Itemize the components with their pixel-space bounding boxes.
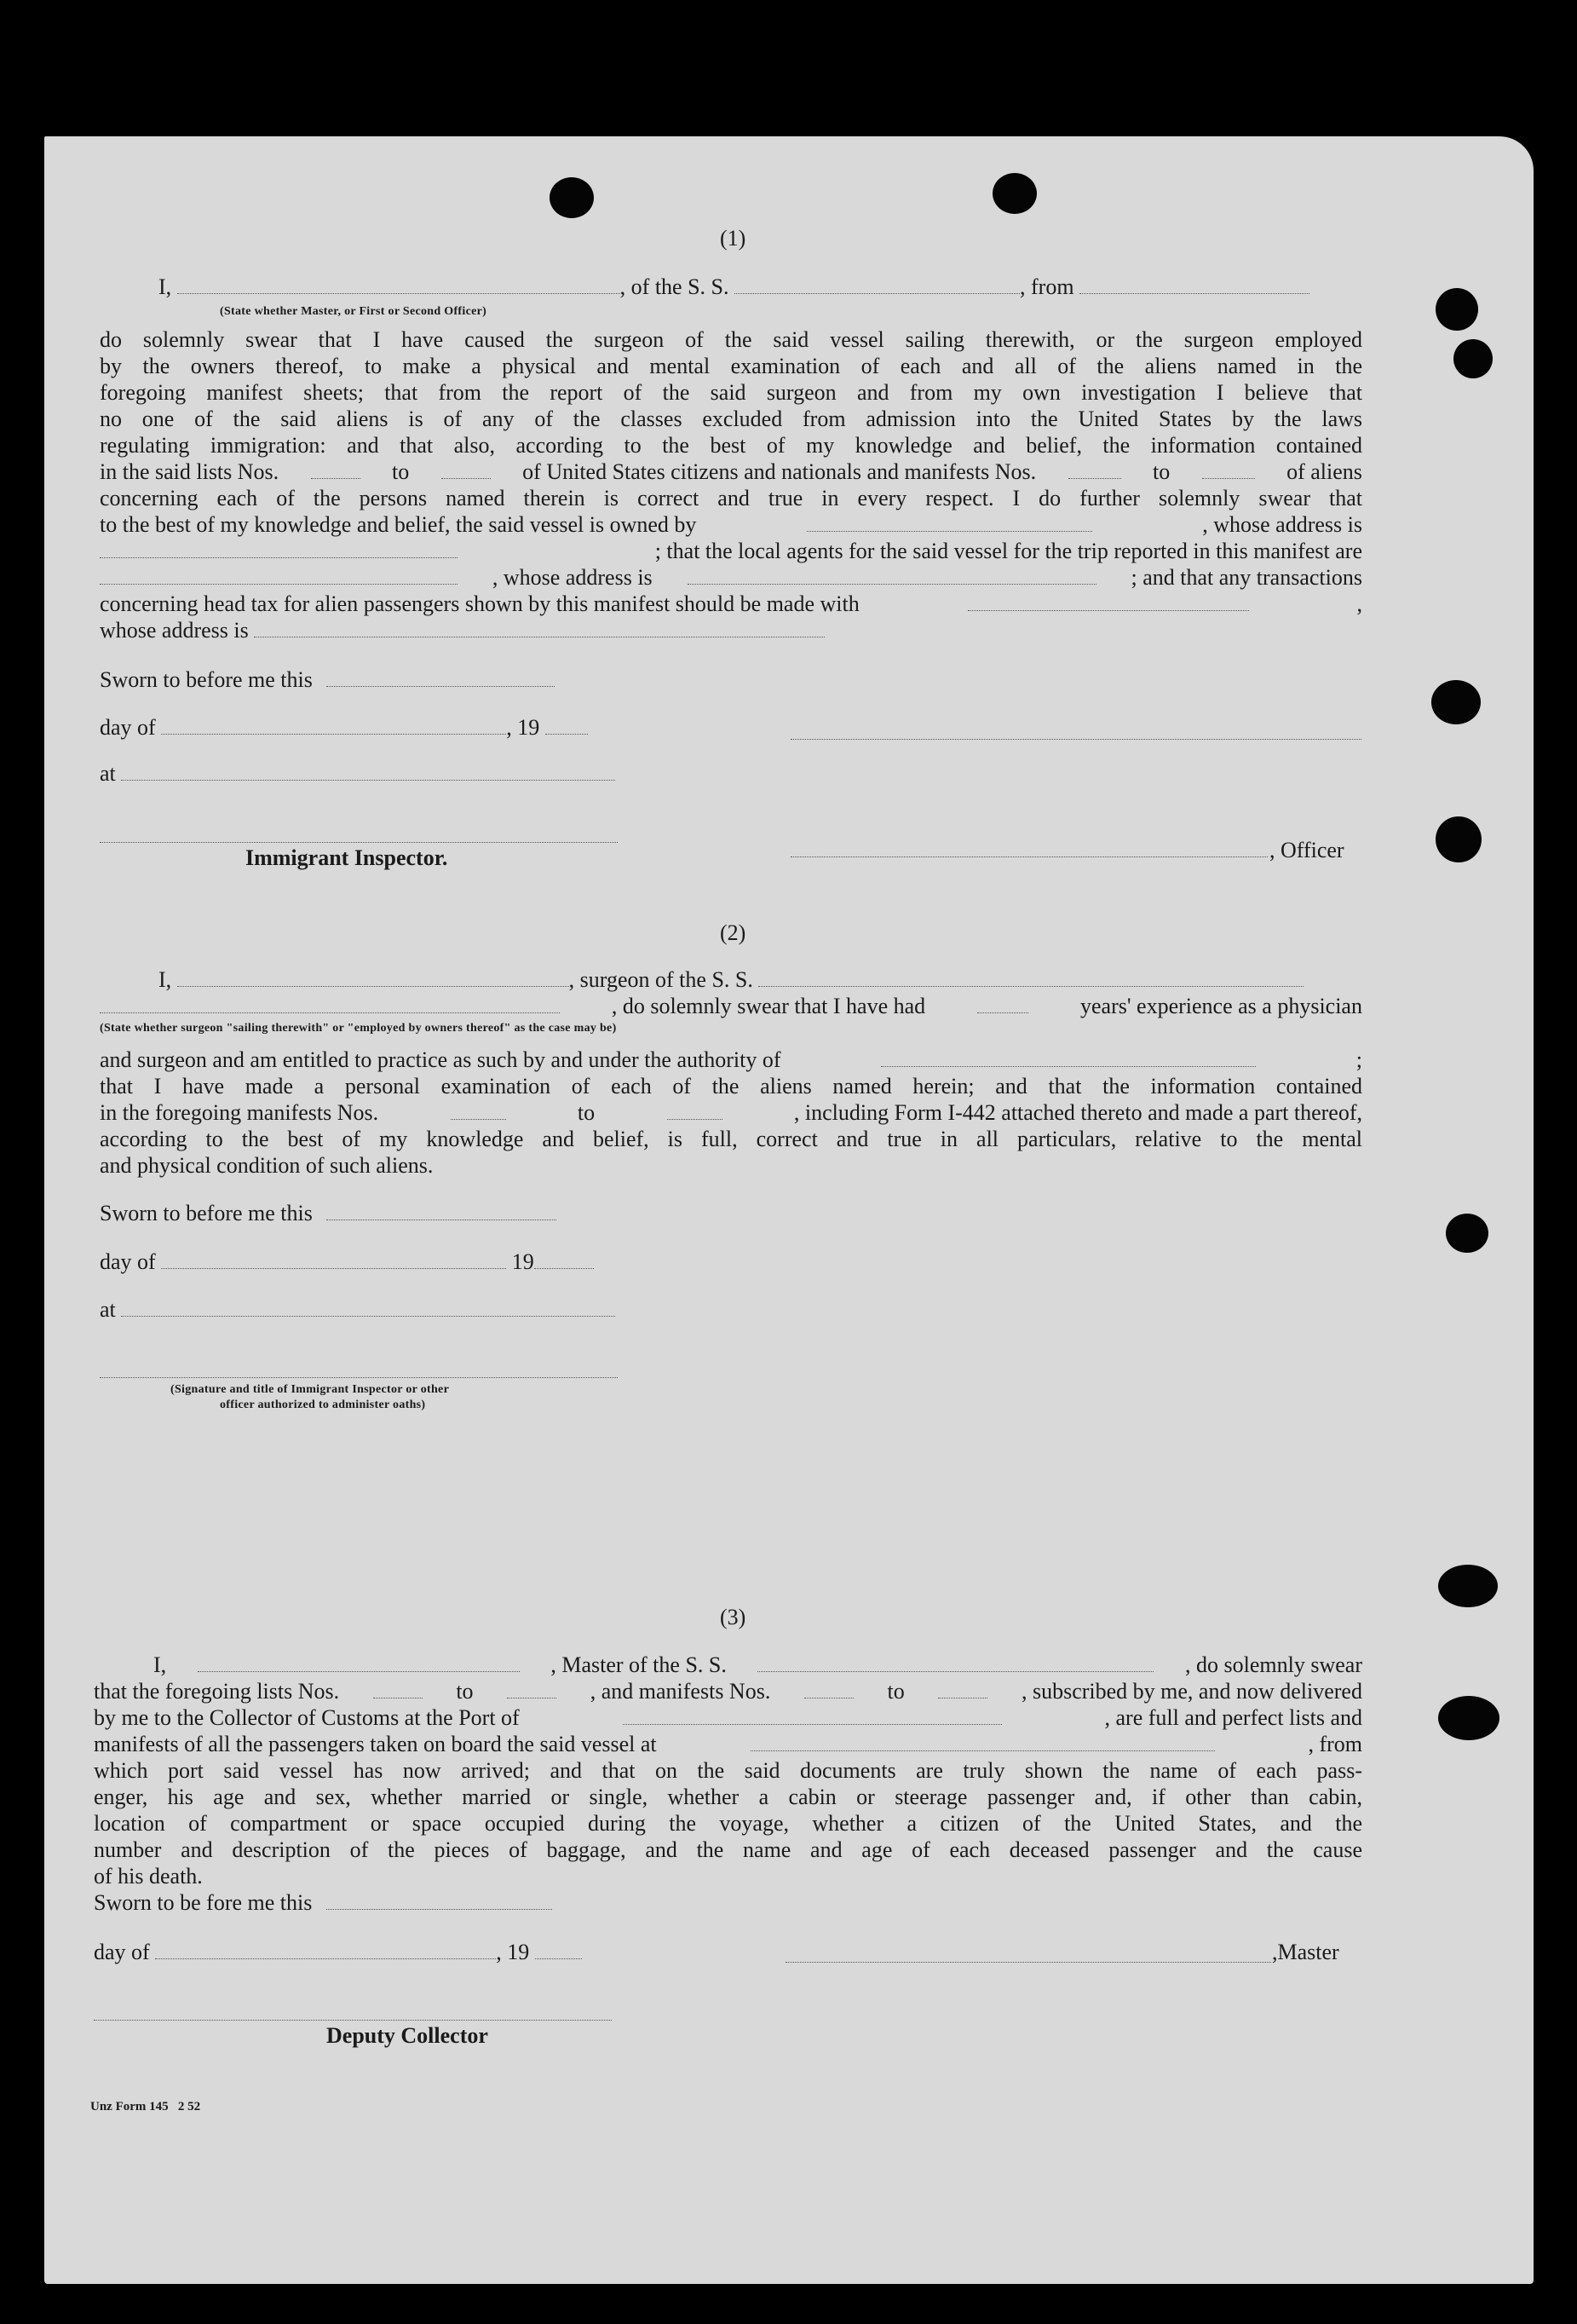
text: at <box>100 761 116 786</box>
sworn-day-field <box>326 1890 552 1910</box>
lists-to-field <box>507 1679 556 1698</box>
master-name-field <box>198 1652 520 1672</box>
years-field <box>977 994 1028 1013</box>
manifests-line <box>100 1100 1362 1126</box>
agents-field <box>100 565 458 585</box>
text: 19 <box>511 1249 534 1274</box>
section-number: (3) <box>720 1605 746 1629</box>
master-line <box>153 1652 1362 1678</box>
sworn-line <box>100 1201 556 1226</box>
punch-hole <box>1438 1565 1498 1607</box>
text: I, <box>158 967 172 992</box>
text: to <box>887 1679 905 1704</box>
sworn-line <box>94 1890 552 1916</box>
embark-port-field <box>751 1732 1215 1751</box>
text: , from <box>1020 274 1074 299</box>
at-line <box>100 761 615 787</box>
text: to <box>392 459 410 484</box>
port-field <box>623 1705 1002 1725</box>
manifests-to-field <box>667 1100 722 1120</box>
officer-label: , Officer <box>1269 838 1344 862</box>
master-label: ,Master <box>1272 1940 1339 1964</box>
text: Sworn to be fore me this <box>94 1890 313 1915</box>
body-line: location of compartment or space occupied during the voyage, whether a citizen of the United States, and the <box>94 1811 1362 1836</box>
inspector-label: Immigrant Inspector. <box>245 845 448 870</box>
month-field <box>161 715 506 735</box>
body-line: regulating immigration: and that also, according to the best of my knowledge and belief, the information contained <box>100 433 1362 458</box>
text: of aliens <box>1286 459 1362 484</box>
year-field <box>535 1940 582 1959</box>
lists-line <box>100 459 1362 485</box>
text: and surgeon and am entitled to practice as such by and under the authority of <box>100 1047 781 1072</box>
port-line <box>94 1705 1362 1731</box>
punch-hole <box>1436 816 1482 862</box>
text: years' experience as a physician <box>1080 994 1362 1018</box>
text: ; <box>1355 1047 1362 1072</box>
body-line: by the owners thereof, to make a physical and mental examination of each and all of the aliens named in the <box>100 354 1362 378</box>
owner-address-field <box>100 539 458 558</box>
text: ; that the local agents for the said vessel for the trip reported in this manifest are <box>654 539 1362 563</box>
surgeon-name-field <box>177 967 569 987</box>
deputy-signature-field <box>94 2020 612 2021</box>
at-line <box>100 1297 615 1323</box>
signature-caption: (Signature and title of Immigrant Inspector or other <box>170 1383 450 1396</box>
text: day of <box>100 1249 156 1274</box>
punch-hole <box>1438 1696 1499 1740</box>
officer-signature-field <box>791 739 1361 740</box>
deputy-label: Deputy Collector <box>326 2023 488 2048</box>
text: I, <box>153 1652 167 1677</box>
head-tax-field <box>968 591 1249 611</box>
body-line: which port said vessel has now arrived; and that on the said documents are truly shown the name of each pass- <box>94 1758 1362 1783</box>
manifests-to-field <box>1202 459 1255 479</box>
punch-hole <box>1446 1214 1488 1253</box>
master-vessel-field <box>757 1652 1154 1672</box>
lists-from-field <box>311 459 360 479</box>
head-tax-address-field <box>254 618 825 637</box>
year-field <box>534 1249 594 1269</box>
punch-hole <box>1436 288 1478 331</box>
day-of-line <box>94 1940 582 1965</box>
text: to <box>456 1679 474 1704</box>
body-line: according to the best of my knowledge and belief, is full, correct and true in all particulars, relative to the mental <box>100 1127 1362 1151</box>
lists-line <box>94 1679 1362 1704</box>
section-number: (2) <box>720 920 746 945</box>
text: day of <box>94 1940 150 1964</box>
port-from-field <box>1079 274 1309 294</box>
text: , are full and perfect lists and <box>1104 1705 1362 1730</box>
body-line: do solemnly swear that I have caused the surgeon of the said vessel sailing therewith, or the surgeon employed <box>100 327 1362 352</box>
punch-hole <box>1453 339 1493 378</box>
month-field <box>161 1249 506 1269</box>
text: , surgeon of the S. S. <box>568 967 753 992</box>
body-line: foregoing manifest sheets; that from the report of the said surgeon and from my own investigation I believe that <box>100 380 1362 405</box>
body-line: no one of the said aliens is of any of the classes excluded from admission into the United States by the laws <box>100 407 1362 431</box>
text: , 19 <box>506 715 540 740</box>
inspector-signature-field <box>100 842 618 843</box>
text: by me to the Collector of Customs at the Port of <box>94 1705 520 1730</box>
manifests-to-field <box>938 1679 987 1698</box>
section-number: (1) <box>720 226 746 251</box>
text: , Master of the S. S. <box>550 1652 727 1677</box>
agents-line <box>100 539 1362 564</box>
body-line: that I have made a personal examination of each of the aliens named herein; and that the information contained <box>100 1074 1362 1099</box>
text: , of the S. S. <box>619 274 729 299</box>
text: to <box>577 1100 596 1125</box>
manifests-from-field <box>451 1100 506 1120</box>
vessel-name-field <box>734 274 1020 294</box>
agents-address-field <box>688 565 1096 585</box>
text: , and manifests Nos. <box>590 1679 771 1704</box>
owner-field <box>807 512 1092 532</box>
text: , whose address is <box>1202 512 1362 537</box>
authority-field <box>881 1047 1256 1067</box>
text: , including Form I-442 attached thereto and made a part thereof, <box>793 1100 1362 1125</box>
board-line <box>94 1732 1362 1757</box>
agents-address-line <box>100 565 1362 591</box>
officer-name-field <box>177 274 620 294</box>
text: I, <box>158 274 172 299</box>
sworn-day-field <box>326 1201 556 1220</box>
text: Sworn to before me this <box>100 1201 313 1225</box>
year-field <box>545 715 588 735</box>
inspector-signature-field <box>100 1377 618 1378</box>
text: manifests of all the passengers taken on board the said vessel at <box>94 1732 657 1756</box>
text: ; and that any transactions <box>1131 565 1362 590</box>
form-number: Unz Form 145 2 52 <box>90 2100 201 2114</box>
punch-hole <box>993 173 1037 214</box>
day-of-line <box>100 1249 594 1275</box>
text: , from <box>1308 1732 1362 1756</box>
day-of-line <box>100 715 588 741</box>
text: at <box>100 1297 116 1322</box>
text: of United States citizens and nationals and manifests Nos. <box>522 459 1037 484</box>
manifests-from-field <box>1068 459 1121 479</box>
officer-caption: (State whether Master, or First or Second Officer) <box>220 305 487 318</box>
text: concerning head tax for alien passengers shown by this manifest should be made with <box>100 591 860 616</box>
authority-line <box>100 1047 1362 1073</box>
punch-hole <box>550 177 594 218</box>
officer-title-field <box>791 856 1268 857</box>
text: that the foregoing lists Nos. <box>94 1679 340 1704</box>
manifests-from-field <box>804 1679 854 1698</box>
month-field <box>155 1940 496 1959</box>
place-field <box>121 761 615 781</box>
head-tax-line <box>100 591 1362 617</box>
body-line: number and description of the pieces of baggage, and the name and age of each deceased passenger and the cause <box>94 1837 1362 1862</box>
lists-from-field <box>373 1679 423 1698</box>
text: , do solemnly swear <box>1185 1652 1362 1677</box>
text: whose address is <box>100 618 249 643</box>
lists-to-field <box>441 459 491 479</box>
text: in the foregoing manifests Nos. <box>100 1100 379 1125</box>
text: , do solemnly swear that I have had <box>611 994 926 1018</box>
body-line: concerning each of the persons named therein is correct and true in every respect. I do further solemnly swear that <box>100 486 1362 510</box>
text: to <box>1152 459 1171 484</box>
text: , <box>1356 591 1362 616</box>
master-opening-line <box>158 274 1309 300</box>
surgeon-caption: (State whether surgeon "sailing therewith" or "employed by owners thereof" as the case may be) <box>100 1022 617 1035</box>
owner-line <box>100 512 1362 538</box>
body-line: and physical condition of such aliens. <box>100 1153 434 1178</box>
surgeon-vessel-field <box>758 967 1304 987</box>
master-signature-field <box>786 1962 1271 1963</box>
text: to the best of my knowledge and belief, the said vessel is owned by <box>100 512 697 537</box>
punch-hole <box>1431 680 1481 724</box>
text: Sworn to before me this <box>100 667 313 692</box>
place-field <box>121 1297 615 1317</box>
text: , 19 <box>496 1940 530 1964</box>
whose-address-line <box>100 618 825 643</box>
text: in the said lists Nos. <box>100 459 279 484</box>
text: , whose address is <box>492 565 653 590</box>
experience-line <box>100 994 1362 1019</box>
body-line: of his death. <box>94 1864 203 1889</box>
signature-caption: officer authorized to administer oaths) <box>220 1398 426 1411</box>
sworn-day-field <box>326 667 555 687</box>
sworn-line <box>100 667 555 693</box>
text: , subscribed by me, and now delivered <box>1021 1679 1362 1704</box>
body-line: enger, his age and sex, whether married or single, whether a cabin or steerage passenger and, if other than cabin, <box>94 1785 1362 1809</box>
surgeon-opening-line <box>158 967 1304 993</box>
text: day of <box>100 715 156 740</box>
surgeon-type-field <box>100 994 560 1013</box>
